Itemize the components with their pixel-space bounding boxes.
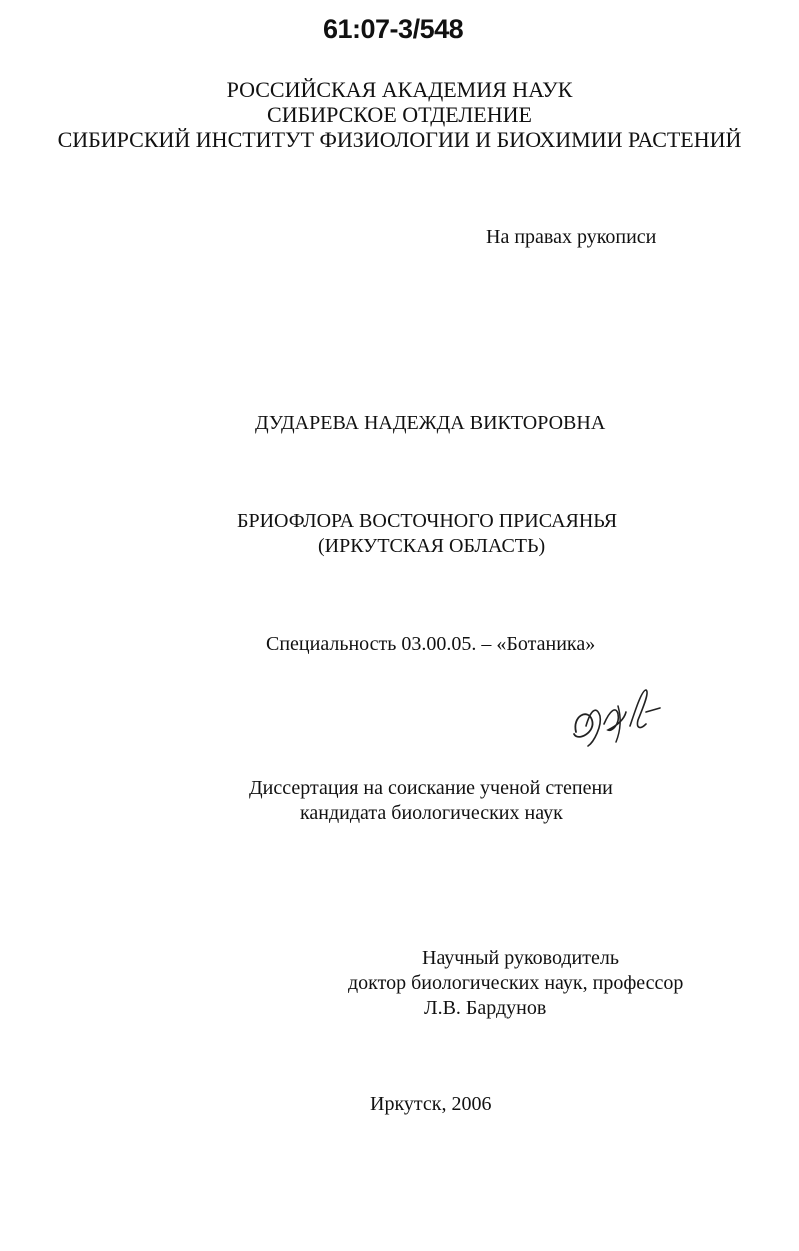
institution-academy: РОССИЙСКАЯ АКАДЕМИЯ НАУК bbox=[226, 77, 573, 102]
specialty: Специальность 03.00.05. – «Ботаника» bbox=[266, 633, 596, 655]
handwritten-signature bbox=[566, 686, 666, 750]
thesis-title-line2: (ИРКУТСКАЯ ОБЛАСТЬ) bbox=[318, 535, 546, 557]
supervisor-degree: доктор биологических наук, профессор bbox=[348, 972, 684, 994]
supervisor-name: Л.В. Бардунов bbox=[424, 997, 547, 1019]
place-year: Иркутск, 2006 bbox=[370, 1093, 492, 1115]
dissertation-line1: Диссертация на соискание ученой степени bbox=[249, 777, 613, 799]
institution-branch: СИБИРСКОЕ ОТДЕЛЕНИЕ bbox=[267, 102, 532, 127]
manuscript-note: На правах рукописи bbox=[486, 226, 657, 248]
supervisor-role: Научный руководитель bbox=[422, 947, 619, 969]
thesis-title-line1: БРИОФЛОРА ВОСТОЧНОГО ПРИСАЯНЬЯ bbox=[237, 510, 618, 532]
catalog-number: 61:07-3/548 bbox=[323, 14, 464, 44]
dissertation-line2: кандидата биологических наук bbox=[300, 802, 563, 824]
author-name: ДУДАРЕВА НАДЕЖДА ВИКТОРОВНА bbox=[255, 412, 606, 434]
institution-institute: СИБИРСКИЙ ИНСТИТУТ ФИЗИОЛОГИИ И БИОХИМИИ РАСТЕНИЙ bbox=[57, 127, 742, 152]
